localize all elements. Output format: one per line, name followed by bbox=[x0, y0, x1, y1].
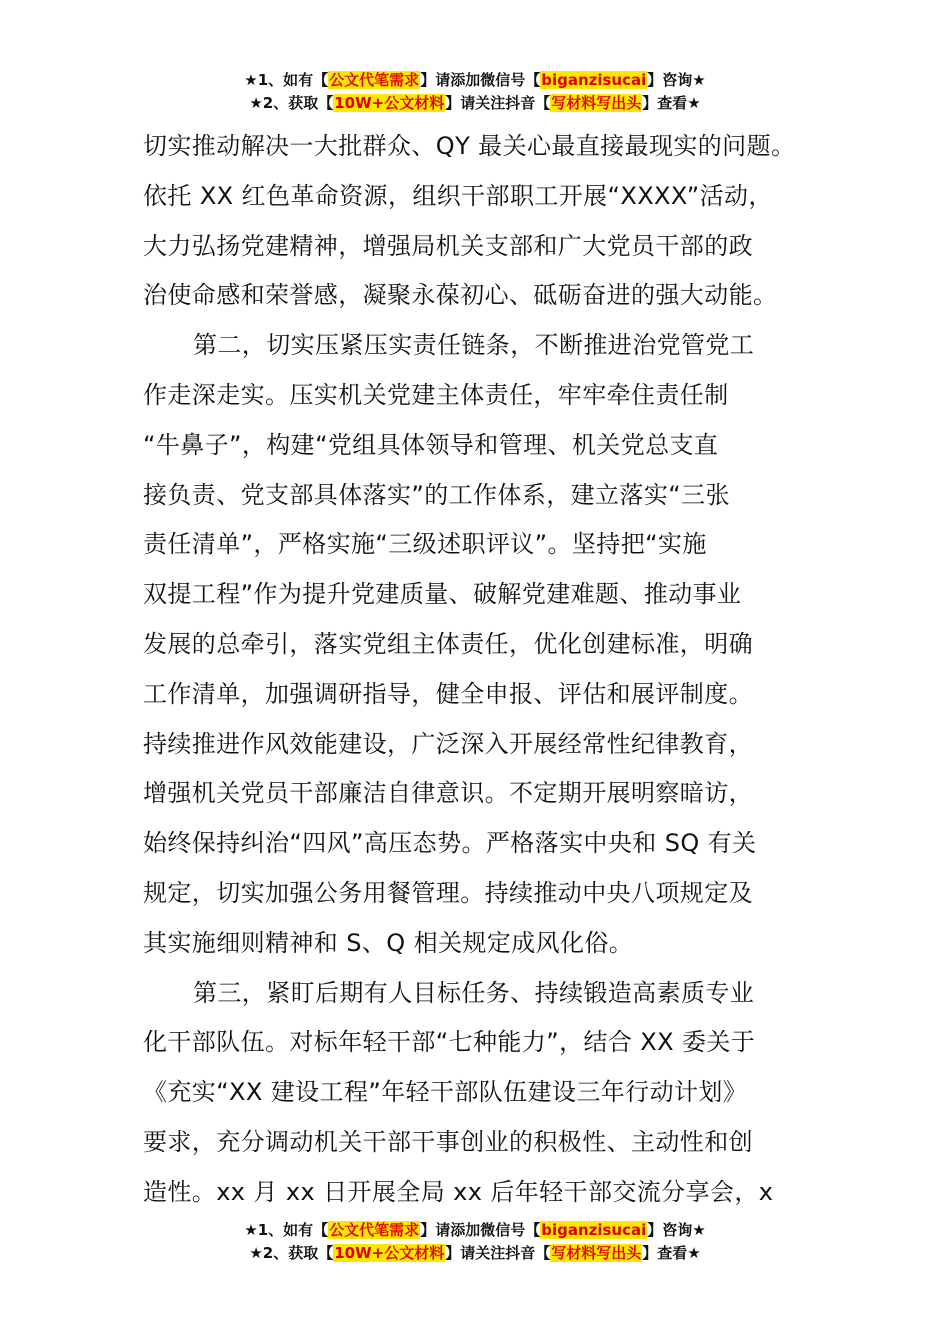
body-line: 化干部队伍。对标年轻干部“七种能力”，结合 XX 委关于 bbox=[143, 1028, 756, 1057]
body-line: 双提工程”作为提升党建质量、破解党建难题、推动事业 bbox=[143, 580, 742, 609]
body-line: 依托 XX 红色革命资源，组织干部职工开展“XXXX”活动， bbox=[143, 181, 773, 210]
body-line: 切实推动解决一大批群众、QY 最关心最直接最现实的问题。 bbox=[143, 132, 796, 160]
body-line: 《充实“XX 建设工程”年轻干部队伍建设三年行动计划》 bbox=[143, 1078, 748, 1107]
banner-text: 】咨询★ bbox=[647, 71, 706, 89]
body-line: 要求，充分调动机关干部干事创业的积极性、主动性和创 bbox=[143, 1127, 753, 1156]
highlight-wechat-id: biganzisucai bbox=[541, 1221, 647, 1239]
banner-line-2 bbox=[0, 92, 950, 115]
highlight-service: 公文代笔需求 bbox=[329, 71, 420, 89]
banner-line-1 bbox=[0, 1219, 950, 1242]
body-line: 接负责、党支部具体落实”的工作体系，建立落实“三张 bbox=[143, 480, 730, 509]
banner-text: 】查看★ bbox=[642, 94, 701, 112]
banner-text: 】请关注抖音【 bbox=[445, 1244, 551, 1262]
body-line: 责任清单”，严格实施“三级述职评议”。坚持把“实施 bbox=[143, 530, 707, 559]
banner-text: 】请添加微信号【 bbox=[420, 1221, 541, 1239]
body-line: 增强机关党员干部廉洁自律意识。不定期开展明察暗访， bbox=[143, 779, 753, 808]
body-line: 其实施细则精神和 S、Q 相关规定成风化俗。 bbox=[143, 928, 634, 957]
highlight-service: 公文代笔需求 bbox=[329, 1221, 420, 1239]
highlight-douyin: 写材料写出头 bbox=[551, 94, 642, 112]
banner-text: 】请添加微信号【 bbox=[420, 71, 541, 89]
banner-text: 】咨询★ bbox=[647, 1221, 706, 1239]
banner-text: ★2、获取【 bbox=[249, 94, 334, 112]
document-body bbox=[143, 122, 823, 1218]
highlight-douyin: 写材料写出头 bbox=[551, 1244, 642, 1262]
highlight-wechat-id: biganzisucai bbox=[541, 71, 647, 89]
body-line: 工作清单，加强调研指导，健全申报、评估和展评制度。 bbox=[143, 679, 753, 708]
paragraph-start-second: 第二，切实压紧压实责任链条，不断推进治党管党工 bbox=[193, 331, 755, 360]
body-line: 大力弘扬党建精神，增强局机关支部和广大党员干部的政 bbox=[143, 231, 753, 260]
footer-banner bbox=[0, 1219, 950, 1265]
body-line: 造性。xx 月 xx 日开展全局 xx 后年轻干部交流分享会，x bbox=[143, 1177, 774, 1206]
banner-text: ★1、如有【 bbox=[244, 71, 329, 89]
banner-line-2 bbox=[0, 1242, 950, 1265]
body-line: “牛鼻子”，构建“党组具体领导和管理、机关党总支直 bbox=[143, 430, 719, 459]
body-line: 规定，切实加强公务用餐管理。持续推动中央八项规定及 bbox=[143, 878, 753, 907]
body-line: 始终保持纠治“四风”高压态势。严格落实中央和 SQ 有关 bbox=[143, 829, 757, 858]
banner-line-1 bbox=[0, 69, 950, 92]
body-line: 发展的总牵引，落实党组主体责任，优化创建标准，明确 bbox=[143, 629, 753, 658]
highlight-materials: 10W+公文材料 bbox=[334, 1244, 445, 1262]
highlight-materials: 10W+公文材料 bbox=[334, 94, 445, 112]
banner-text: 】请关注抖音【 bbox=[445, 94, 551, 112]
banner-text: 】查看★ bbox=[642, 1244, 701, 1262]
banner-text: ★1、如有【 bbox=[244, 1221, 329, 1239]
body-line: 治使命感和荣誉感，凝聚永葆初心、砥砺奋进的强大动能。 bbox=[143, 281, 778, 310]
body-line: 持续推进作风效能建设，广泛深入开展经常性纪律教育， bbox=[143, 729, 753, 758]
header-banner bbox=[0, 69, 950, 115]
body-line: 作走深走实。压实机关党建主体责任，牢牢牵住责任制 bbox=[143, 380, 729, 409]
banner-text: ★2、获取【 bbox=[249, 1244, 334, 1262]
paragraph-start-third: 第三，紧盯后期有人目标任务、持续锻造高素质专业 bbox=[193, 978, 755, 1007]
